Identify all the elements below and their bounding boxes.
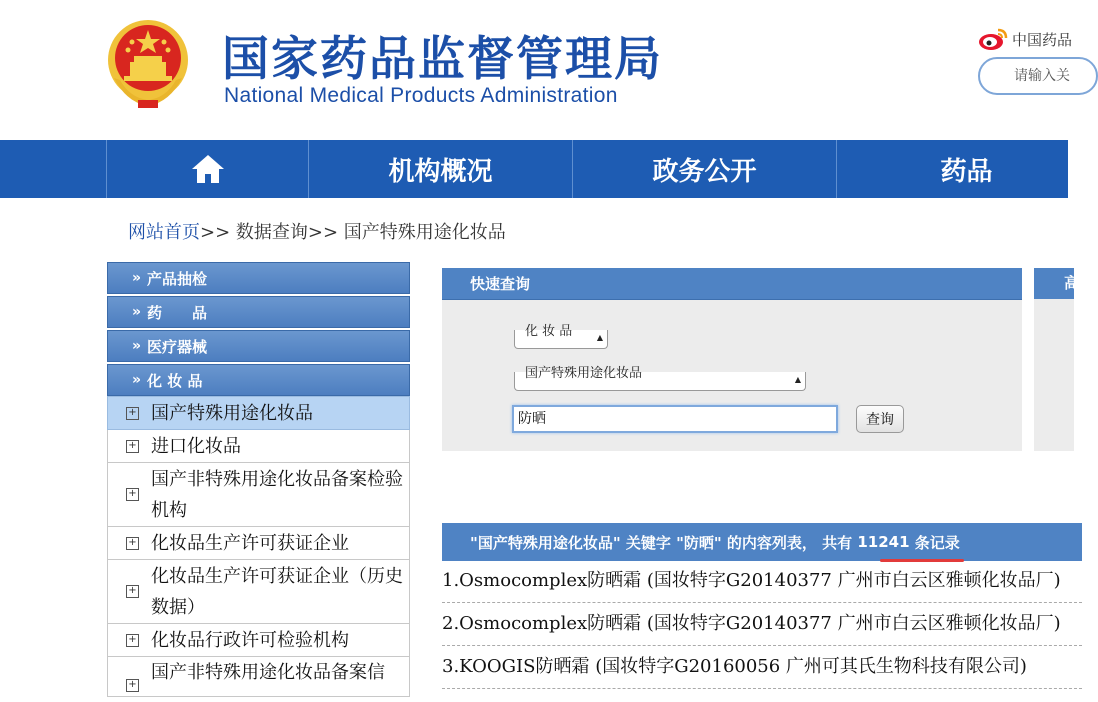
result-row[interactable]: [442, 561, 1082, 603]
database-type-select-value: 国产特殊用途化妆品: [525, 366, 643, 381]
site-search-input[interactable]: 请输入关: [978, 57, 1098, 95]
sidebar-item-production-license-history[interactable]: [107, 560, 410, 624]
sidebar-category-label: 产品抽检: [147, 269, 208, 288]
category-select[interactable]: [514, 324, 608, 349]
result-list-header: [442, 523, 1082, 561]
sidebar-item-filing-info[interactable]: [107, 657, 410, 697]
sidebar-category-label: 化 妆 品: [147, 371, 203, 390]
nav-home[interactable]: [106, 140, 308, 198]
result-link[interactable]: 2.Osmocomplex防晒霜 (国妆特字G20140377 广州市白云区雅顿化妆品厂): [442, 613, 1061, 634]
keyword-input[interactable]: 防晒: [512, 405, 838, 433]
advanced-search-title: 高: [1034, 268, 1074, 299]
sidebar-category-cosmetics[interactable]: [107, 364, 410, 396]
quick-search-panel: [442, 268, 1022, 451]
result-header-prefix: "国产特殊用途化妆品" 关键字 "防晒" 的内容列表， 共有: [470, 533, 858, 552]
sidebar-item-label: 国产非特殊用途化妆品备案信: [151, 662, 385, 683]
weibo-label: 中国药品: [1012, 30, 1073, 49]
weibo-link[interactable]: [978, 26, 1072, 52]
sidebar-item-filing-inspection-agencies[interactable]: [107, 463, 410, 527]
result-header-suffix: 条记录: [909, 533, 960, 552]
site-header: [0, 0, 1073, 140]
sidebar-item-label: 化妆品生产许可获证企业（历史数据）: [151, 565, 403, 618]
sidebar-item-label: 国产非特殊用途化妆品备案检验机构: [151, 468, 403, 521]
sidebar-category-drugs[interactable]: [107, 296, 410, 328]
double-chevron-icon: »: [132, 338, 142, 354]
expand-icon: +: [126, 585, 139, 598]
result-link[interactable]: 1.Osmocomplex防晒霜 (国妆特字G20140377 广州市白云区雅顿化妆品厂): [442, 570, 1061, 591]
sidebar: [107, 262, 410, 702]
site-title-chinese: 国家药品监督管理局: [222, 32, 663, 87]
sidebar-item-label: 化妆品行政许可检验机构: [151, 629, 349, 651]
result-count: 11241: [857, 533, 910, 551]
weibo-icon: [978, 27, 1008, 51]
double-chevron-icon: »: [132, 270, 142, 286]
nav-organization[interactable]: 机构概况: [308, 140, 572, 198]
national-emblem-logo: [106, 18, 190, 110]
quick-search-title: 快速查询: [442, 268, 1022, 300]
nav-government-affairs[interactable]: 政务公开: [572, 140, 836, 198]
breadcrumb-trail: >> 数据查询>> 国产特殊用途化妆品: [200, 222, 506, 243]
category-select-value: 化 妆 品: [525, 324, 573, 339]
expand-icon: +: [126, 488, 139, 501]
double-chevron-icon: »: [132, 372, 142, 388]
sidebar-item-production-license[interactable]: [107, 527, 410, 560]
result-row[interactable]: [442, 647, 1082, 689]
sidebar-item-label: 化妆品生产许可获证企业: [151, 532, 349, 554]
sidebar-item-label: 国产特殊用途化妆品: [151, 402, 313, 424]
sidebar-category-devices[interactable]: [107, 330, 410, 362]
advanced-search-panel: [1034, 268, 1080, 451]
expand-icon: +: [126, 634, 139, 647]
sidebar-item-label: 进口化妆品: [151, 435, 241, 457]
site-title-english: National Medical Products Administration: [224, 84, 618, 107]
dropdown-arrow-icon: ▲: [794, 375, 801, 384]
expand-icon: +: [126, 407, 139, 420]
main-navigation: [0, 140, 1068, 198]
sidebar-item-domestic-special-cosmetics[interactable]: [107, 396, 410, 430]
home-icon: [190, 153, 226, 185]
sidebar-category-label: 医疗器械: [147, 337, 208, 356]
expand-icon: +: [126, 440, 139, 453]
query-button[interactable]: 查询: [856, 405, 904, 433]
sidebar-category-sampling[interactable]: [107, 262, 410, 294]
breadcrumb: [128, 218, 506, 244]
breadcrumb-home-link[interactable]: 网站首页: [128, 222, 200, 243]
expand-icon: +: [126, 537, 139, 550]
sidebar-item-imported-cosmetics[interactable]: [107, 430, 410, 463]
sidebar-category-label: 药 品: [147, 303, 208, 322]
dropdown-arrow-icon: ▲: [596, 333, 603, 342]
database-type-select[interactable]: [514, 366, 806, 391]
double-chevron-icon: »: [132, 304, 142, 320]
nav-drugs[interactable]: 药品: [836, 140, 1096, 198]
sidebar-item-admin-license-inspection[interactable]: [107, 624, 410, 657]
result-row[interactable]: [442, 604, 1082, 646]
result-link[interactable]: 3.KOOGIS防晒霜 (国妆特字G20160056 广州可其氏生物科技有限公司): [442, 656, 1027, 677]
expand-icon: +: [126, 679, 139, 692]
